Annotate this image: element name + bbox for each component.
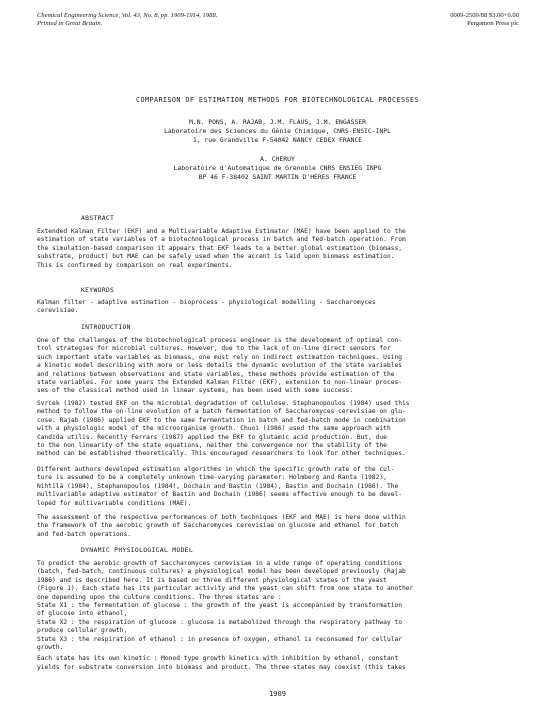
intro-line: such important state variables as biomass, one must rely on indirect estimation techniques. Using xyxy=(37,353,402,361)
intro-line: method to follow the on-line evolution of a batch fermentation of Saccharomyces cerevisiae on glu- xyxy=(37,408,406,416)
abstract-text xyxy=(37,228,520,270)
intro-line: state variables. For some years the Extended Kalman Filter (EKF), extension to non-linear proces- xyxy=(37,379,402,387)
intro-line: cose. Rajab (1986) applied EKF to the same fermentation in batch and fed-batch mode in combination xyxy=(37,416,406,424)
model-line: State X3 : the respiration of ethanol : in presence of oxygen, ethanol is reconsumed for cellular xyxy=(37,635,402,643)
abstract-line: estimation of state variables of a biotechnological process in batch and fed-batch operation. From xyxy=(37,236,406,244)
intro-line: and fed-batch operations. xyxy=(37,530,132,538)
intro-line: Nihtilä (1984), Stephanopoulos (1984), Dochain and Bastin (1984), Bastin and Dochain (1986). The xyxy=(37,482,399,490)
intro-line: multivariable adaptive estimator of Bastin and Dochain (1986) seems effective enough to be devel- xyxy=(37,491,402,499)
affiliation-line-2a: Laboratoire d'Automatique de Grenoble CNRS ENSIEG INPG xyxy=(173,164,382,172)
keywords-heading: KEYWORDS xyxy=(81,286,115,294)
keywords-line: Kalman filter - adaptive estimation - bioprocess - physiological modelling - Saccharomyces xyxy=(37,299,376,306)
model-line: produce cellular growth, xyxy=(37,627,128,635)
journal-citation: Chemical Engineering Science, Vol. 43, No. 8, pp. 1909-1914, 1988. xyxy=(37,12,218,19)
issn-line: 0009-2509/88 $3.00+0.00 xyxy=(450,12,519,19)
intro-paragraph-2 xyxy=(37,400,520,459)
authors-line-2: A. CHERUY xyxy=(260,155,295,163)
abstract-line: substrate, product) but MAE can be safely used when the accent is laid upon biomass estimation. xyxy=(37,253,395,261)
intro-line: and relations between observations and state variables, these methods provide estimation of the xyxy=(37,370,395,378)
affiliation-line-2b: BP 46 F-38402 SAINT MARTIN D'HERES FRANCE xyxy=(198,173,357,181)
keywords-line: cerevisiae. xyxy=(37,307,79,315)
model-heading: DYNAMIC PHYSIOLOGICAL MODEL xyxy=(81,546,193,554)
intro-line: with a physiologic model of the microorganism growth. Chuoi (1986) used the same approach with xyxy=(37,425,391,433)
model-line: State X2 : the respiration of glucose : glucose is metabolized through the respiratory pathway to xyxy=(37,618,402,626)
intro-line: the framework of the aerobic growth of Saccharomyces cerevisiae on glucose and ethanol for batch xyxy=(37,522,399,530)
model-line: State X1 : the fermentation of glucose : the growth of the yeast is accompanied by transformation xyxy=(37,602,402,610)
journal-header xyxy=(37,12,217,28)
keywords-text xyxy=(37,299,520,316)
page-number: 1909 xyxy=(269,690,286,698)
author-block-2 xyxy=(0,155,555,182)
abstract-heading: ABSTRACT xyxy=(81,214,115,222)
model-line: (Figure 1). Each state has its particular activity and the yeast can shift from one state to another xyxy=(37,585,414,593)
model-line: To predict the aerobic growth of Saccharomyces cerevisiae in a wide range of operating conditions xyxy=(37,560,402,567)
intro-line: to the non linearity of the state equations, neither the convergence nor the stability of the xyxy=(37,442,387,450)
paper-title: COMPARISON OF ESTIMATION METHODS FOR BIOTECHNOLOGICAL PROCESSES xyxy=(135,96,419,104)
model-line: of glucose into ethanol, xyxy=(37,610,128,618)
intro-line: Svrcek (1982) tested EKF on the microbial degradation of cellulose. Stephanopoulos (1984) used this xyxy=(37,400,410,407)
intro-line: method can be established theoretically. This encouraged researchers to look for other techniques. xyxy=(37,450,406,458)
intro-paragraph-3 xyxy=(37,466,520,508)
model-line: growth. xyxy=(37,644,64,652)
model-line: yields for substrate conversion into biomass and product. The three states may coexist (this takes xyxy=(37,663,406,671)
model-text xyxy=(37,560,520,672)
intro-line: trol strategies for microbial cultures. However, due to the lack of on-line direct sensors for xyxy=(37,345,391,353)
intro-line: Different authors developed estimation algorithms in which the specific growth rate of the cul- xyxy=(37,466,395,473)
intro-paragraph-1 xyxy=(37,337,520,396)
abstract-line: the simulation-based comparison it appears that EKF leads to a better global estimation (biomass, xyxy=(37,244,402,252)
model-line: 1986) and is described here. It is based on three different physiological states of the yeast xyxy=(37,576,387,584)
intro-line: ture is assumed to be a completely unknown time-varying parameter: Holmberg and Ranta (1982), xyxy=(37,474,387,482)
intro-paragraph-4 xyxy=(37,514,520,539)
model-line: (batch, fed-batch, continuous cultures) a physiological model has been developed previously (Rajab xyxy=(37,568,406,576)
publisher-header xyxy=(450,12,519,28)
affiliation-line-1a: Laboratoire des Sciences du Génie Chimique, CNRS-ENSIC-INPL xyxy=(163,127,391,135)
introduction-heading: INTRODUCTION xyxy=(81,323,131,331)
intro-line: ses of the classical method used in linear systems, has been used with some success. xyxy=(37,387,354,395)
intro-line: loped for multivariable conditions (MAE). xyxy=(37,499,192,507)
intro-line: The assessment of the respective performances of both techniques (EKF and MAE) is here done within xyxy=(37,514,406,521)
author-block-1 xyxy=(0,118,555,145)
authors-line-1: M.N. PONS, A. RAJAB, J.M. FLAUS, J.M. ENGASSER xyxy=(189,118,366,126)
model-line: one depending upon the culture conditions. The three states are : xyxy=(37,593,282,601)
intro-line: One of the challenges of the biotechnological process engineer is the development of optimal con- xyxy=(37,337,402,344)
abstract-line: This is confirmed by comparison on real experiments. xyxy=(37,261,233,269)
intro-line: Candida utilis. Recently Ferrars (1987) applied the EKF to glutamic acid production. But, due xyxy=(37,433,387,441)
journal-printed: Printed in Great Britain. xyxy=(37,20,103,27)
model-line: Each state has its own kinetic : Monod type growth kinetics with inhibition by ethanol, constant xyxy=(37,655,399,663)
intro-line: a kinetic model describing with more or less details the dynamic evolution of the state variables xyxy=(37,362,402,370)
affiliation-line-1b: 1, rue Grandville F-54042 NANCY CEDEX FRANCE xyxy=(192,136,363,144)
abstract-line: Extended Kalman Filter (EKF) and a Multivariable Adaptive Estimator (MAE) have been applied to the xyxy=(37,228,406,235)
publisher-line: Pergamon Press plc xyxy=(467,20,519,27)
